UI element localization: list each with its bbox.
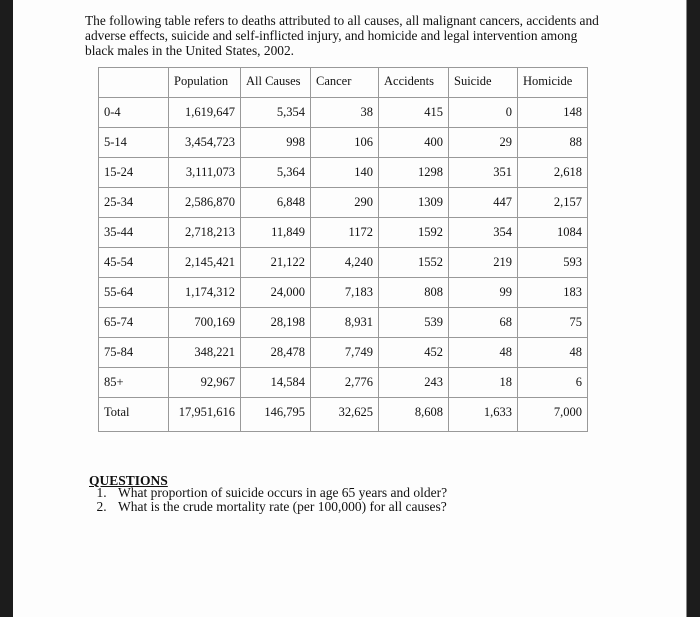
- row-label: Total: [99, 398, 169, 432]
- table-cell: 140: [311, 158, 379, 188]
- table-cell: 148: [518, 98, 588, 128]
- table-cell: 92,967: [169, 368, 241, 398]
- table-cell: 243: [379, 368, 449, 398]
- table-cell: 1,174,312: [169, 278, 241, 308]
- questions-title: QUESTIONS: [89, 473, 168, 488]
- table-cell: 32,625: [311, 398, 379, 432]
- table-cell: 5,354: [241, 98, 311, 128]
- table-cell: 2,145,421: [169, 248, 241, 278]
- table-cell: 700,169: [169, 308, 241, 338]
- table-header: [99, 68, 588, 98]
- table-cell: 7,749: [311, 338, 379, 368]
- table-cell: 5,364: [241, 158, 311, 188]
- row-label: 5-14: [99, 128, 169, 158]
- column-header: Accidents: [379, 68, 449, 98]
- table-cell: 998: [241, 128, 311, 158]
- table-cell: 2,157: [518, 188, 588, 218]
- mortality-table: [98, 67, 588, 432]
- table-cell: 219: [449, 248, 518, 278]
- table-cell: 2,718,213: [169, 218, 241, 248]
- table-cell: 183: [518, 278, 588, 308]
- table-cell: 400: [379, 128, 449, 158]
- table-row: [99, 128, 588, 158]
- table-cell: 808: [379, 278, 449, 308]
- table-cell: 146,795: [241, 398, 311, 432]
- table-cell: 4,240: [311, 248, 379, 278]
- table-row: [99, 278, 588, 308]
- table-cell: 1,633: [449, 398, 518, 432]
- table-cell: 3,454,723: [169, 128, 241, 158]
- right-border: [686, 0, 700, 617]
- table-cell: 452: [379, 338, 449, 368]
- table-cell: 48: [449, 338, 518, 368]
- table-row: [99, 218, 588, 248]
- table-cell: 1298: [379, 158, 449, 188]
- table-row: [99, 308, 588, 338]
- column-header: [99, 68, 169, 98]
- row-label: 45-54: [99, 248, 169, 278]
- column-header: Cancer: [311, 68, 379, 98]
- table-cell: 2,618: [518, 158, 588, 188]
- table-cell: 7,183: [311, 278, 379, 308]
- table-cell: 2,776: [311, 368, 379, 398]
- table-row: [99, 188, 588, 218]
- table-row: [99, 158, 588, 188]
- table-cell: 99: [449, 278, 518, 308]
- column-header: Homicide: [518, 68, 588, 98]
- table-cell: 88: [518, 128, 588, 158]
- table-cell: 8,608: [379, 398, 449, 432]
- table-cell: 447: [449, 188, 518, 218]
- table-cell: 0: [449, 98, 518, 128]
- table-row: [99, 98, 588, 128]
- table-cell: 21,122: [241, 248, 311, 278]
- row-label: 65-74: [99, 308, 169, 338]
- table-cell: 48: [518, 338, 588, 368]
- table-cell: 106: [311, 128, 379, 158]
- table-cell: 14,584: [241, 368, 311, 398]
- table-cell: 539: [379, 308, 449, 338]
- column-header: Suicide: [449, 68, 518, 98]
- table-cell: 24,000: [241, 278, 311, 308]
- table-cell: 17,951,616: [169, 398, 241, 432]
- questions-list: [88, 486, 447, 514]
- table-cell: 1552: [379, 248, 449, 278]
- table-cell: 354: [449, 218, 518, 248]
- table-cell: 1309: [379, 188, 449, 218]
- table-cell: 38: [311, 98, 379, 128]
- table-cell: 1,619,647: [169, 98, 241, 128]
- table-cell: 28,478: [241, 338, 311, 368]
- table-row: [99, 368, 588, 398]
- table-cell: 18: [449, 368, 518, 398]
- row-label: 75-84: [99, 338, 169, 368]
- question-item: 1. What proportion of suicide occurs in age 65 years and older?: [110, 486, 447, 500]
- table-cell: 8,931: [311, 308, 379, 338]
- table-cell: 1172: [311, 218, 379, 248]
- table-cell: 7,000: [518, 398, 588, 432]
- intro-text: The following table refers to deaths attributed to all causes, all malignant cancers, accidents and adverse effects, suicide and self-inflicted injury, and homicide and legal intervention among black males in the United States, 2002.: [85, 13, 599, 59]
- table-cell: 3,111,073: [169, 158, 241, 188]
- row-label: 85+: [99, 368, 169, 398]
- column-header: Population: [169, 68, 241, 98]
- row-label: 35-44: [99, 218, 169, 248]
- table-cell: 2,586,870: [169, 188, 241, 218]
- table-cell: 348,221: [169, 338, 241, 368]
- table-cell: 29: [449, 128, 518, 158]
- row-label: 0-4: [99, 98, 169, 128]
- table-cell: 6: [518, 368, 588, 398]
- table-cell: 593: [518, 248, 588, 278]
- row-label: 15-24: [99, 158, 169, 188]
- table-cell: 68: [449, 308, 518, 338]
- table-row: [99, 398, 588, 432]
- table-row: [99, 338, 588, 368]
- left-border: [0, 0, 13, 617]
- column-header: All Causes: [241, 68, 311, 98]
- table-cell: 290: [311, 188, 379, 218]
- table-cell: 351: [449, 158, 518, 188]
- row-label: 25-34: [99, 188, 169, 218]
- table-cell: 1084: [518, 218, 588, 248]
- table-cell: 1592: [379, 218, 449, 248]
- table-cell: 415: [379, 98, 449, 128]
- question-item: 2. What is the crude mortality rate (per 100,000) for all causes?: [110, 500, 447, 514]
- row-label: 55-64: [99, 278, 169, 308]
- table-cell: 75: [518, 308, 588, 338]
- table-cell: 28,198: [241, 308, 311, 338]
- table-cell: 6,848: [241, 188, 311, 218]
- table-row: [99, 248, 588, 278]
- table-cell: 11,849: [241, 218, 311, 248]
